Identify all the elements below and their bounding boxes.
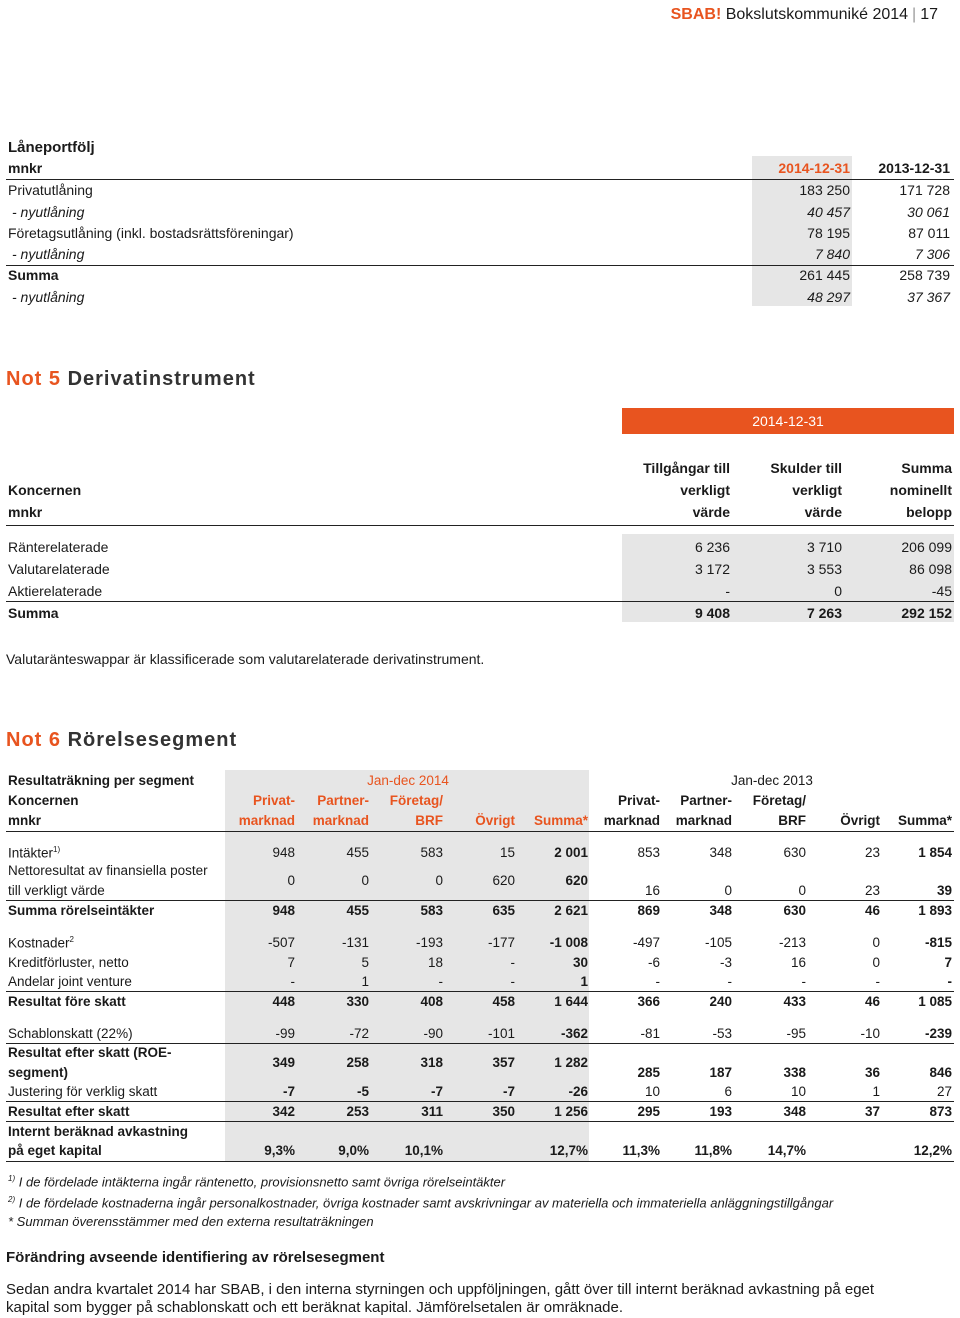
row-label: Ränterelaterade — [8, 539, 109, 555]
value: 9,3% — [264, 1143, 295, 1158]
value-2013: 171 728 — [899, 182, 950, 198]
value: 0 — [287, 873, 295, 888]
value: 0 — [798, 883, 806, 898]
value: - — [727, 974, 732, 989]
value: -26 — [568, 1084, 588, 1099]
value: 869 — [637, 903, 660, 918]
period-2014: Jan-dec 2014 — [367, 773, 449, 788]
value: 846 — [929, 1065, 952, 1080]
note6-heading — [6, 729, 237, 752]
value: 23 — [864, 883, 880, 898]
value: -3 — [719, 955, 732, 970]
col-header: Summa* — [533, 813, 588, 828]
value: -239 — [924, 1026, 952, 1041]
row-label-total: Summa — [8, 605, 59, 621]
loan-portfolio-unit: mnkr — [8, 160, 43, 176]
document-title: Bokslutskommuniké 2014 — [725, 6, 909, 23]
segment-head-l2: Koncernen — [8, 793, 79, 808]
row-label-total: Summa rörelseintäkter — [8, 903, 155, 918]
value: -6 — [647, 955, 660, 970]
value: 9,0% — [338, 1143, 369, 1158]
value: 853 — [637, 845, 660, 860]
value: - — [801, 974, 806, 989]
value: -45 — [931, 583, 952, 599]
col-header: marknad — [238, 813, 295, 828]
value: 357 — [492, 1055, 515, 1070]
value: 583 — [420, 845, 443, 860]
value: -7 — [282, 1084, 295, 1099]
value: 433 — [783, 994, 806, 1009]
value: 873 — [929, 1104, 952, 1119]
value: 0 — [834, 583, 842, 599]
value: - — [438, 974, 443, 989]
value-2013: 37 367 — [907, 289, 950, 305]
value: 86 098 — [909, 561, 952, 577]
value: -815 — [924, 935, 952, 950]
value: 342 — [272, 1104, 295, 1119]
value: 630 — [783, 845, 806, 860]
value: -507 — [267, 935, 295, 950]
value: 193 — [709, 1104, 732, 1119]
value: 7 — [944, 955, 952, 970]
value: 2 621 — [554, 903, 588, 918]
footnote-3: * Summan överensstämmer med den externa resultaträkningen — [8, 1214, 374, 1229]
col-header: marknad — [312, 813, 369, 828]
note5-title: Derivatinstrument — [67, 368, 256, 390]
row-label-total: Resultat före skatt — [8, 994, 126, 1009]
col-header: Övrigt — [840, 813, 880, 828]
value: 10,1% — [404, 1143, 443, 1158]
row-label: på eget kapital — [8, 1143, 102, 1158]
value: -99 — [275, 1026, 295, 1041]
value: 1 085 — [918, 994, 952, 1009]
value: 350 — [492, 1104, 515, 1119]
col-header: BRF — [778, 813, 806, 828]
value: 16 — [790, 955, 806, 970]
row-label: Valutarelaterade — [8, 561, 110, 577]
value: 2 001 — [554, 845, 588, 860]
value-2014: 48 297 — [807, 289, 850, 305]
value: 318 — [420, 1055, 443, 1070]
value: -193 — [415, 935, 443, 950]
change-text-line2: kapital som bygger på schablonskatt och ett beräknat kapital. Jämförelsetalen är omräknade. — [6, 1299, 624, 1316]
col-header: Företag/ — [389, 793, 443, 808]
row-label: Andelar joint venture — [8, 974, 132, 989]
value: -72 — [349, 1026, 369, 1041]
col-header: marknad — [603, 813, 660, 828]
value: - — [725, 583, 730, 599]
col2-header-line3: värde — [804, 504, 842, 520]
change-text-line1: Sedan andra kvartalet 2014 har SBAB, i den interna styrningen och uppföljningen, gått över till internt beräknad avkastning på eget — [6, 1281, 875, 1298]
col3-header-line2: nominellt — [889, 482, 952, 498]
value-2014: 261 445 — [799, 267, 850, 283]
segment-head-l3: mnkr — [8, 813, 42, 828]
value: 348 — [709, 903, 732, 918]
note6-number: Not 6 — [6, 729, 61, 751]
value: 948 — [272, 903, 295, 918]
value: 635 — [492, 903, 515, 918]
value: 27 — [936, 1084, 952, 1099]
value: -90 — [423, 1026, 443, 1041]
value-2013: 7 306 — [914, 246, 950, 262]
column-header-2013: 2013-12-31 — [878, 160, 950, 176]
loan-portfolio-title: Låneportfölj — [8, 139, 95, 156]
value-2014: 183 250 — [799, 182, 850, 198]
value: -95 — [786, 1026, 806, 1041]
value: -53 — [712, 1026, 732, 1041]
value-2013: 30 061 — [907, 204, 950, 220]
value: 206 099 — [901, 539, 952, 555]
value: 3 710 — [806, 539, 842, 555]
value: 39 — [936, 883, 952, 898]
row-label: Kostnader$^2$ — [8, 935, 74, 951]
value: -177 — [487, 935, 515, 950]
value: 253 — [346, 1104, 369, 1119]
page-header: SBAB! Bokslutskommuniké 2014 | 17 — [670, 6, 938, 23]
row-label: - nyutlåning — [12, 246, 85, 262]
value: 12,7% — [549, 1143, 588, 1158]
col3-header-line1: Summa — [901, 460, 952, 476]
value: 458 — [492, 994, 515, 1009]
col-header: marknad — [675, 813, 732, 828]
value: 14,7% — [767, 1143, 806, 1158]
col1-header-line3: värde — [692, 504, 730, 520]
value: 15 — [499, 845, 515, 860]
row-label: - nyutlåning — [12, 289, 85, 305]
value: 620 — [492, 873, 515, 888]
value: 292 152 — [901, 605, 952, 621]
value: 366 — [637, 994, 660, 1009]
value: 46 — [864, 994, 880, 1009]
value: 311 — [421, 1104, 443, 1119]
col2-header-line2: verkligt — [792, 482, 842, 498]
value: 23 — [864, 845, 880, 860]
value: 30 — [572, 955, 588, 970]
value: -5 — [356, 1084, 369, 1099]
date-banner: 2014-12-31 — [622, 408, 954, 434]
value: -131 — [341, 935, 369, 950]
row-label: Resultat efter skatt (ROE- — [8, 1045, 172, 1060]
value: -81 — [640, 1026, 660, 1041]
page-number: 17 — [920, 6, 938, 23]
value: 16 — [644, 883, 660, 898]
value: 7 263 — [806, 605, 842, 621]
col-header: BRF — [415, 813, 443, 828]
value: 10 — [644, 1084, 660, 1099]
value: 0 — [435, 873, 443, 888]
value: -7 — [502, 1084, 515, 1099]
value: - — [947, 974, 952, 989]
value: 6 — [724, 1084, 732, 1099]
row-label: Aktierelaterade — [8, 583, 103, 599]
group-label: Koncernen — [8, 482, 82, 498]
note5-footnote: Valutaränteswappar är klassificerade som valutarelaterade derivatinstrument. — [6, 651, 485, 667]
value: 1 — [580, 974, 588, 989]
col-header: Övrigt — [475, 813, 515, 828]
value: 330 — [346, 994, 369, 1009]
value: 630 — [783, 903, 806, 918]
value: 46 — [864, 903, 880, 918]
col-header: Partner- — [317, 793, 369, 808]
value-2014: 7 840 — [814, 246, 850, 262]
value: 0 — [361, 873, 369, 888]
value: 0 — [724, 883, 732, 898]
note6-title: Rörelsesegment — [67, 729, 238, 751]
value: -497 — [632, 935, 660, 950]
col1-header-line2: verkligt — [680, 482, 730, 498]
row-label-total: Resultat efter skatt — [8, 1104, 130, 1119]
note5-heading — [6, 368, 256, 391]
value: 0 — [872, 935, 880, 950]
column-header-2014: 2014-12-31 — [778, 160, 850, 176]
value: -213 — [778, 935, 806, 950]
value: - — [510, 955, 515, 970]
unit-label: mnkr — [8, 504, 43, 520]
value: 1 — [872, 1084, 880, 1099]
footnote-2: $^{2)}$ I de fördelade kostnaderna ingår personalkostnader, övriga kostnader samt avskrivningar av materiella och immateriella anläggningstillgångar — [8, 1195, 834, 1211]
row-label: Företagsutlåning (inkl. bostadsrättsföreningar) — [8, 225, 294, 241]
period-2013: Jan-dec 2013 — [731, 773, 813, 788]
value: 0 — [872, 955, 880, 970]
row-label: segment) — [8, 1065, 69, 1080]
value: 1 893 — [918, 903, 952, 918]
value: 12,2% — [913, 1143, 952, 1158]
value: - — [290, 974, 295, 989]
value: 1 644 — [554, 994, 588, 1009]
row-label: Kreditförluster, netto — [8, 955, 129, 970]
value: 295 — [637, 1104, 660, 1119]
row-label: Privatutlåning — [8, 182, 93, 198]
value: 6 236 — [694, 539, 730, 555]
value: -7 — [430, 1084, 443, 1099]
col-header: Privat- — [252, 793, 295, 808]
value: 338 — [783, 1065, 806, 1080]
value: 37 — [864, 1104, 880, 1119]
row-label: Justering för verklig skatt — [8, 1084, 158, 1099]
value: 240 — [709, 994, 732, 1009]
value: 18 — [427, 955, 443, 970]
value: 1 — [361, 974, 369, 989]
value: 285 — [637, 1065, 660, 1080]
value-2013: 87 011 — [908, 225, 950, 241]
value: -105 — [704, 935, 732, 950]
row-label: Internt beräknad avkastning — [8, 1124, 189, 1139]
value: 583 — [420, 903, 443, 918]
value: - — [655, 974, 660, 989]
value: 448 — [272, 994, 295, 1009]
value-2014: 78 195 — [807, 225, 850, 241]
value-2013: 258 739 — [899, 267, 950, 283]
row-label: Schablonskatt (22%) — [8, 1026, 133, 1041]
value: 1 854 — [918, 845, 952, 860]
value: 5 — [361, 955, 369, 970]
value: -362 — [560, 1026, 588, 1041]
value: - — [875, 974, 880, 989]
value: 1 256 — [554, 1104, 588, 1119]
value: 455 — [346, 845, 369, 860]
value-2014: 40 457 — [807, 204, 850, 220]
value: 455 — [346, 903, 369, 918]
value: 11,8% — [694, 1143, 732, 1158]
col1-header-line1: Tillgångar till — [643, 460, 730, 476]
row-label-total: Summa — [8, 267, 59, 283]
note5-number: Not 5 — [6, 368, 61, 390]
value: -101 — [487, 1026, 515, 1041]
value: 187 — [709, 1065, 732, 1080]
col2-header-line1: Skulder till — [770, 460, 842, 476]
value: 3 172 — [694, 561, 730, 577]
footnote-1: $^{1)}$ I de fördelade intäkterna ingår räntenetto, provisionsnetto samt övriga rörelseintäkter — [8, 1174, 506, 1190]
value: 9 408 — [694, 605, 730, 621]
change-heading: Förändring avseende identifiering av rörelsesegment — [6, 1249, 385, 1266]
row-label: - nyutlåning — [12, 204, 85, 220]
value: 10 — [790, 1084, 806, 1099]
col-header: Partner- — [680, 793, 732, 808]
value: 408 — [420, 994, 443, 1009]
brand-logo: SBAB! — [670, 6, 722, 23]
row-label: Intäkter$^{1)}$ — [8, 845, 61, 861]
value: 7 — [287, 955, 295, 970]
value: -10 — [860, 1026, 880, 1041]
value: 3 553 — [806, 561, 842, 577]
value: 948 — [272, 845, 295, 860]
value: 36 — [864, 1065, 880, 1080]
value: 620 — [565, 873, 588, 888]
value: 348 — [709, 845, 732, 860]
col-header: Summa* — [897, 813, 952, 828]
value: -1 008 — [549, 935, 588, 950]
value: 11,3% — [622, 1143, 660, 1158]
row-label: Nettoresultat av finansiella poster — [8, 863, 208, 878]
col-header: Företag/ — [752, 793, 806, 808]
value: 349 — [272, 1055, 295, 1070]
value: 348 — [783, 1104, 806, 1119]
segment-head-l1: Resultaträkning per segment — [8, 773, 195, 788]
value: 258 — [346, 1055, 369, 1070]
value: - — [510, 974, 515, 989]
row-label: till verkligt värde — [8, 883, 105, 898]
col3-header-line3: belopp — [906, 504, 952, 520]
value: 1 282 — [554, 1055, 588, 1070]
col-header: Privat- — [617, 793, 660, 808]
